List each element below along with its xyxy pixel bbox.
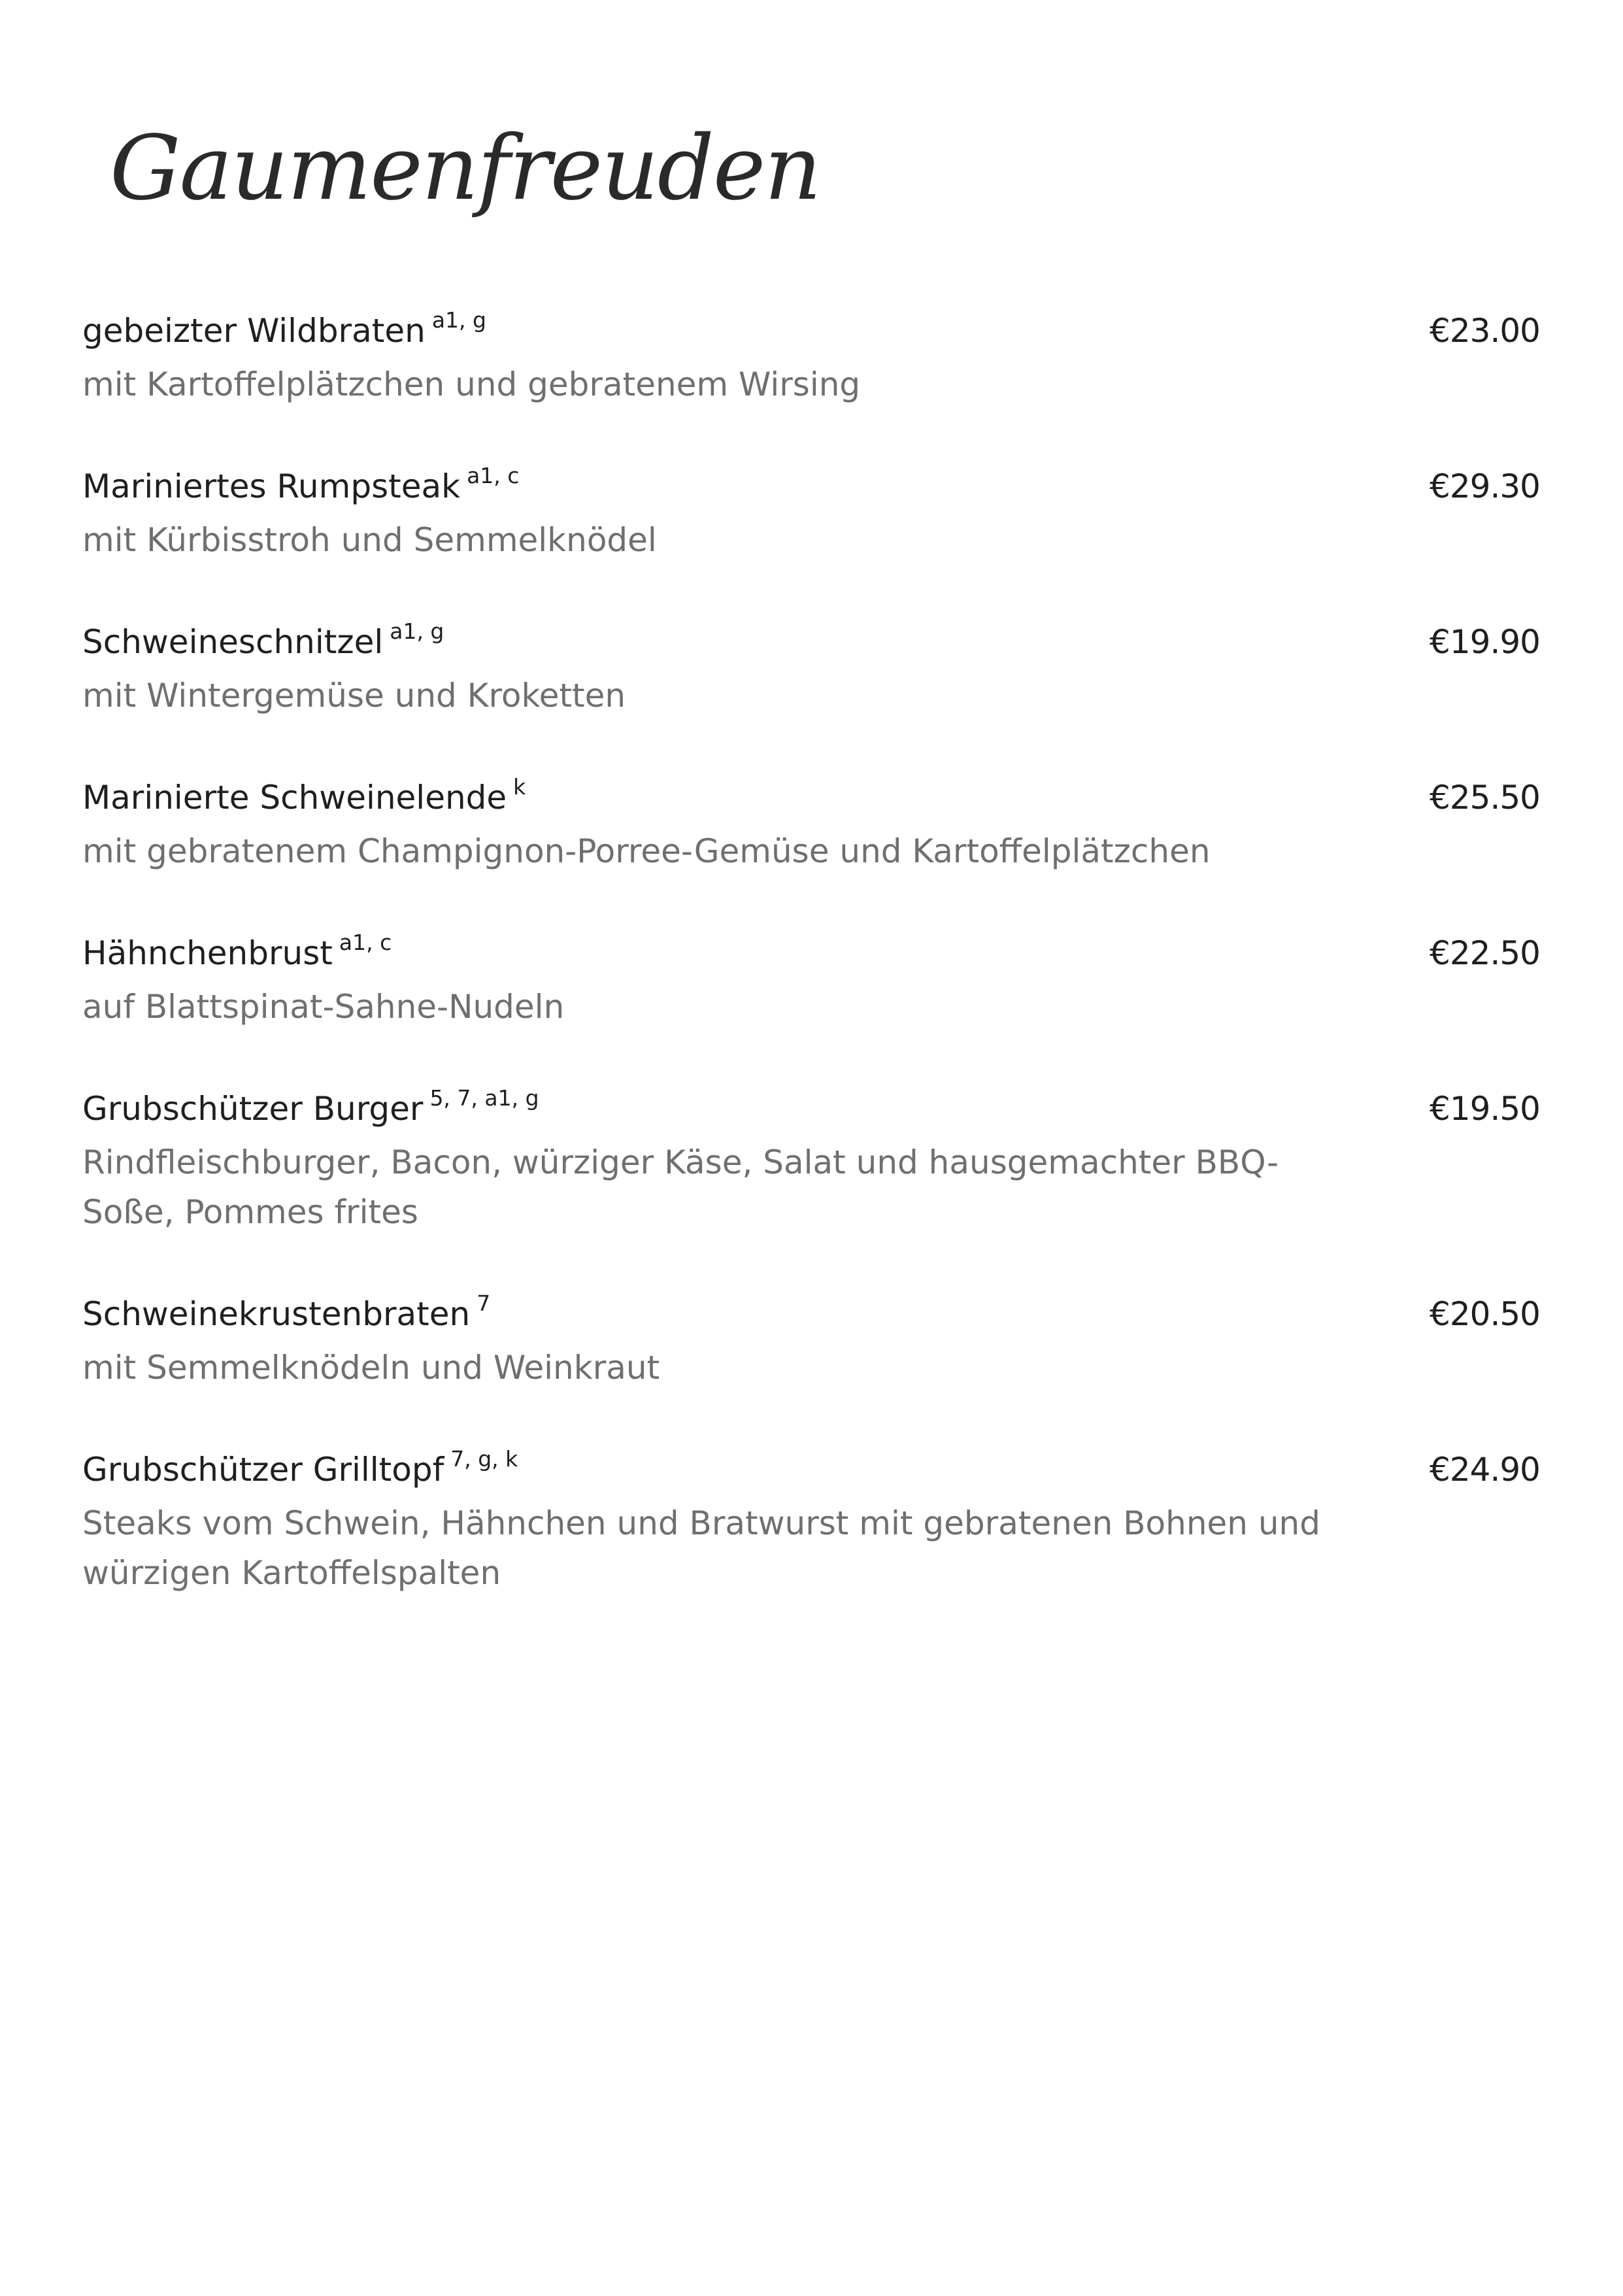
dish-price: €20.50: [1430, 1295, 1540, 1333]
dish-name-text: Marinierte Schweinelende: [82, 779, 507, 817]
dish-name-text: Grubschützer Burger: [82, 1090, 424, 1128]
menu-item: [82, 1084, 1540, 1237]
menu-item: [82, 1445, 1540, 1598]
dish-price: €23.00: [1430, 312, 1540, 350]
menu-item: [82, 306, 1540, 409]
menu-list: [82, 306, 1540, 1650]
menu-item: [82, 617, 1540, 720]
dish-description: mit gebratenem Champignon-Porree-Gemüse und Kartoffelplätzchen: [82, 832, 1211, 870]
allergen-codes: a1, c: [467, 463, 520, 488]
allergen-codes: a1, g: [431, 307, 486, 333]
dish-description: Steaks vom Schwein, Hähnchen und Bratwurst mit gebratenen Bohnen und würzigen Kartoffelspalten: [82, 1504, 1320, 1592]
allergen-codes: k: [513, 774, 526, 800]
dish-description: mit Kartoffelplätzchen und gebratenem Wirsing: [82, 365, 861, 403]
allergen-codes: a1, c: [339, 930, 392, 955]
dish-name: [82, 1289, 490, 1343]
dish-name-text: Schweinekrustenbraten: [82, 1295, 471, 1333]
dish-price: €22.50: [1430, 934, 1540, 972]
dish-description: Rindfleischburger, Bacon, würziger Käse, Salat und hausgemachter BBQ-Soße, Pommes frites: [82, 1143, 1279, 1231]
menu-item-header: [82, 928, 1540, 982]
menu-item-header: [82, 617, 1540, 671]
allergen-codes: 5, 7, a1, g: [429, 1085, 539, 1111]
menu-item: [82, 773, 1540, 876]
dish-price: €24.90: [1430, 1451, 1540, 1489]
dish-name: [82, 1445, 518, 1498]
dish-name-text: Hähnchenbrust: [82, 934, 333, 972]
dish-name-text: Schweineschnitzel: [82, 623, 384, 661]
dish-price: €25.50: [1430, 779, 1540, 817]
dish-price: €19.90: [1430, 623, 1540, 661]
dish-description: auf Blattspinat-Sahne-Nudeln: [82, 988, 565, 1026]
dish-name-text: gebeizter Wildbraten: [82, 312, 426, 350]
menu-item-header: [82, 773, 1540, 826]
dish-name: [82, 617, 444, 671]
menu-item-header: [82, 1084, 1540, 1138]
dish-name: [82, 462, 519, 515]
dish-price: €29.30: [1430, 467, 1540, 505]
allergen-codes: 7, g, k: [450, 1446, 518, 1472]
dish-name: [82, 306, 486, 360]
menu-item: [82, 462, 1540, 565]
dish-name: [82, 928, 392, 982]
dish-name: [82, 773, 526, 826]
dish-description: mit Kürbisstroh und Semmelknödel: [82, 521, 657, 559]
dish-name: [82, 1084, 539, 1138]
page-title: Gaumenfreuden: [110, 117, 820, 220]
dish-name-text: Mariniertes Rumpsteak: [82, 467, 461, 505]
allergen-codes: 7: [477, 1291, 491, 1316]
dish-description: mit Wintergemüse und Kroketten: [82, 677, 626, 715]
menu-item-header: [82, 306, 1540, 360]
dish-price: €19.50: [1430, 1090, 1540, 1128]
dish-description: mit Semmelknödeln und Weinkraut: [82, 1349, 660, 1387]
dish-name-text: Grubschützer Grilltopf: [82, 1451, 444, 1489]
allergen-codes: a1, g: [390, 618, 444, 644]
menu-item: [82, 1289, 1540, 1393]
menu-item-header: [82, 1445, 1540, 1498]
menu-item-header: [82, 462, 1540, 515]
menu-item-header: [82, 1289, 1540, 1343]
menu-item: [82, 928, 1540, 1032]
